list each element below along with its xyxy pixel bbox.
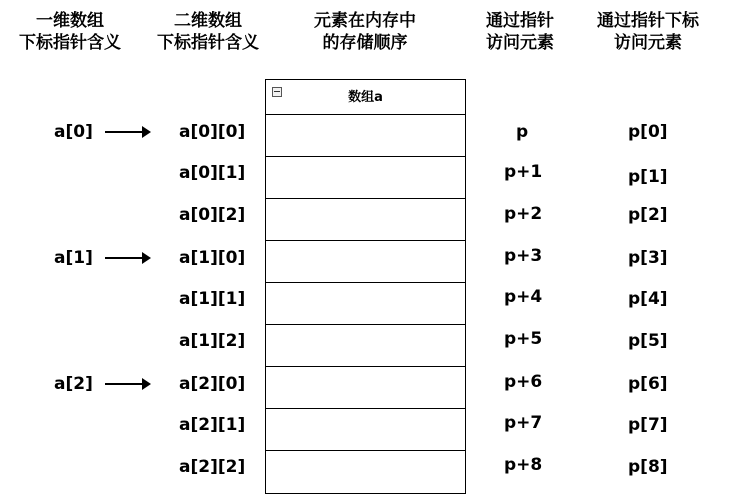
index-access: p[8] [628,457,668,477]
index-access: p[2] [628,205,668,225]
memory-block-title: 数组a [348,90,383,105]
element-label: a[2][0] [179,374,246,394]
header-two-dim-line2: 下标指针含义 [157,33,259,53]
pointer-access: p+1 [504,162,543,182]
memory-slot [266,241,465,283]
arrow-a1 [105,257,149,259]
memory-slot [266,367,465,409]
row-pointer-a2: a[2] [54,374,93,394]
element-label: a[1][2] [179,331,246,351]
pointer-access: p+7 [504,413,543,433]
header-one-dim-line2: 下标指针含义 [19,33,121,53]
header-storage-line1: 元素在内存中 [314,11,416,31]
collapse-icon[interactable] [272,87,282,97]
memory-slot [266,451,465,493]
header-pointer-index-line1: 通过指针下标 [597,11,699,31]
pointer-access: p+6 [504,372,543,392]
index-access: p[4] [628,289,668,309]
row-pointer-a0: a[0] [54,122,93,142]
pointer-access: p+2 [504,204,543,224]
pointer-access: p+4 [504,287,543,307]
pointer-access: p+5 [504,329,543,349]
arrow-a0 [105,131,149,133]
memory-slot [266,409,465,451]
element-label: a[2][1] [179,415,246,435]
row-pointer-a1: a[1] [54,248,93,268]
header-one-dim-line1: 一维数组 [36,11,104,31]
arrow-a2 [105,383,149,385]
element-label: a[0][0] [179,122,246,142]
pointer-access: p+8 [504,455,543,475]
header-pointer-line1: 通过指针 [486,11,554,31]
memory-block [265,79,466,494]
header-two-dim-line1: 二维数组 [174,11,242,31]
header-storage [290,10,440,54]
index-access: p[6] [628,374,668,394]
pointer-access: p+3 [504,246,543,266]
memory-slot [266,283,465,325]
memory-slot [266,157,465,199]
memory-slot [266,115,465,157]
header-pointer-line2: 访问元素 [486,33,554,53]
header-pointer-index-line2: 访问元素 [614,33,682,53]
element-label: a[1][0] [179,248,246,268]
header-two-dim [146,10,270,54]
memory-block-header [266,80,465,115]
element-label: a[0][2] [179,205,246,225]
index-access: p[0] [628,122,668,142]
index-access: p[3] [628,248,668,268]
memory-slot [266,199,465,241]
index-access: p[7] [628,415,668,435]
index-access: p[1] [628,167,668,187]
header-one-dim [8,10,132,54]
header-pointer-index [578,10,718,54]
pointer-access: p [516,122,529,142]
index-access: p[5] [628,331,668,351]
header-pointer [460,10,580,54]
header-storage-line2: 的存储顺序 [322,33,408,53]
element-label: a[1][1] [179,289,246,309]
memory-slot [266,325,465,367]
element-label: a[0][1] [179,163,246,183]
element-label: a[2][2] [179,457,246,477]
